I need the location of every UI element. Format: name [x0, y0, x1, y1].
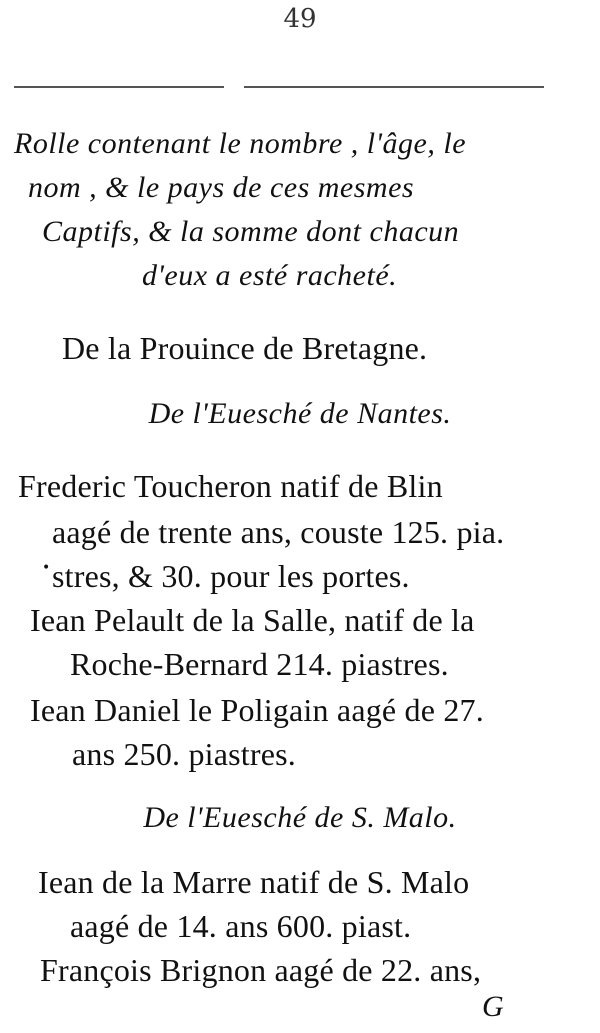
entry-line: stres, & 30. pour les portes.: [52, 558, 410, 594]
section-heading-malo: De l'Euesché de S. Malo.: [143, 801, 457, 834]
province-heading: De la Prouince de Bretagne.: [62, 330, 428, 366]
heading-line-3: Captifs, & la somme dont chacun: [42, 215, 460, 248]
heading-line-2: nom , & le pays de ces mesmes: [28, 171, 415, 204]
header-rule-left: [14, 86, 224, 88]
margin-mark: •: [42, 560, 51, 576]
entry-line: Frederic Toucheron natif de Blin: [18, 468, 443, 504]
page-number: 49: [283, 4, 317, 34]
heading-line-4: d'eux a esté racheté.: [142, 259, 398, 292]
catchword: G: [482, 990, 504, 1023]
entry-line: Iean Daniel le Poligain aagé de 27.: [30, 692, 484, 728]
entry-line: Iean Pelault de la Salle, natif de la: [30, 602, 475, 638]
entry-line: aagé de trente ans, couste 125. pia.: [52, 514, 505, 550]
entry-line: Roche-Bernard 214. piastres.: [70, 646, 449, 682]
heading-line-1: Rolle contenant le nombre , l'âge, le: [14, 127, 467, 160]
entry-line: aagé de 14. ans 600. piast.: [70, 908, 412, 944]
header-rule-right: [244, 86, 544, 88]
entry-line: François Brignon aagé de 22. ans,: [40, 952, 482, 988]
section-heading-nantes: De l'Euesché de Nantes.: [148, 397, 452, 430]
entry-line: Iean de la Marre natif de S. Malo: [38, 864, 470, 900]
entry-line: ans 250. piastres.: [72, 736, 297, 772]
